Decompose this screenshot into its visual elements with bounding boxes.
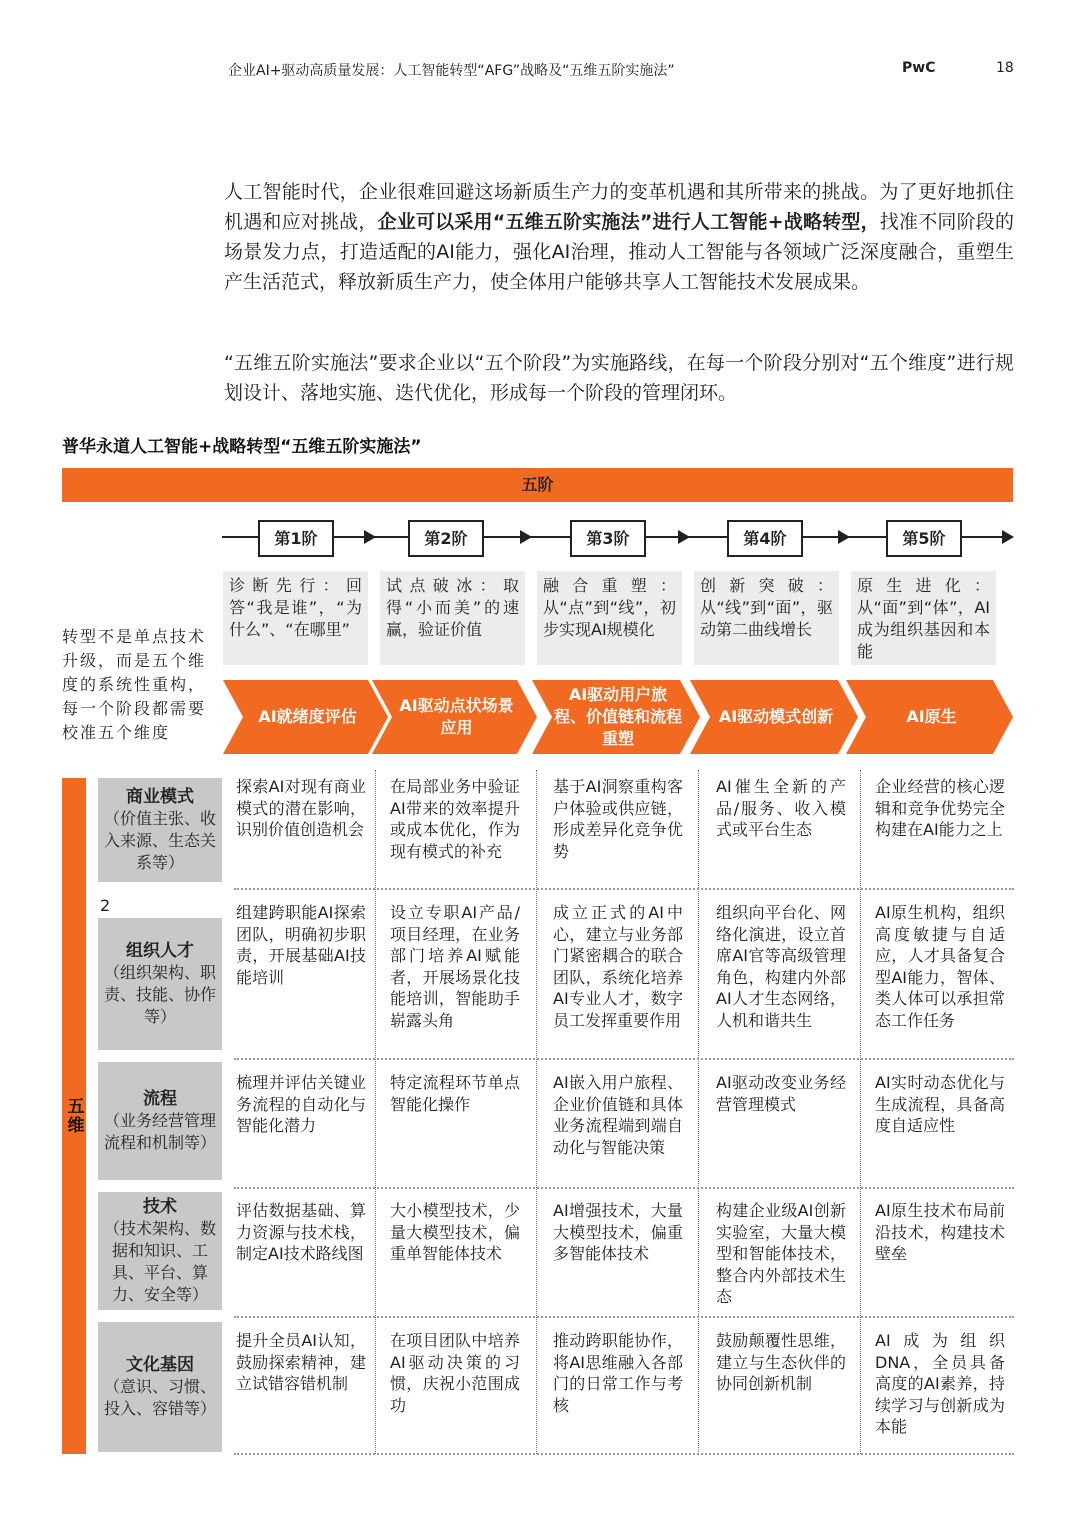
timeline-arrow-icon <box>364 530 376 544</box>
dimension-2-box <box>98 918 222 1050</box>
cell-1-5: 企业经营的核心逻辑和竞争优势完全构建在AI能力之上 <box>875 777 1005 839</box>
cell-3-5: AI实时动态优化与生成流程，具备高度自适应性 <box>875 1073 1005 1135</box>
row-divider <box>234 1187 1014 1189</box>
stage-2-box: 第2阶 <box>408 520 484 557</box>
timeline-arrow-icon <box>678 530 690 544</box>
intro-paragraph-1 <box>224 177 1014 297</box>
stage-1-description: 诊断先行：回答“我是谁”，“为什么”、“在哪里” <box>223 571 368 665</box>
row-divider <box>234 1058 1014 1060</box>
cell-5-1: 提升全员AI认知，鼓励探索精神，建立试错容错机制 <box>236 1331 366 1393</box>
brand-logo-text: PwC <box>902 60 936 76</box>
grid-divider <box>375 770 376 1454</box>
stage-3-theme-label: AI驱动用户旅程、价值链和流程重塑 <box>554 685 683 748</box>
row-divider <box>234 888 1014 890</box>
cell-1-2: 在局部业务中验证AI带来的效率提升或成本优化，作为现有模式的补充 <box>390 777 520 861</box>
cell-3-4: AI驱动改变业务经营管理模式 <box>716 1073 846 1114</box>
grid-divider <box>698 770 699 1454</box>
intro-text-b: 找准不同阶段的场景发力点，打造适配的AI能力，强化AI治理，推动人工智能与各领域广泛深度融合，重塑生产生活范式，释放新质生产力，使全体用户能够共享人工智能技术发展成果。 <box>224 211 1014 293</box>
dimension-3-name: 流程 <box>143 1089 177 1109</box>
stage-3-description: 融合重塑：从“点”到“线”，初步实现AI规模化 <box>537 571 682 665</box>
cell-1-1: 探索AI对现有商业模式的潜在影响，识别价值创造机会 <box>236 777 366 839</box>
stage-3-theme-chevron <box>532 680 700 754</box>
cell-5-3: 推动跨职能协作，将AI思维融入各部门的日常工作与考核 <box>553 1331 683 1415</box>
dimension-1-sub: （价值主张、收入来源、生态关系等） <box>103 809 216 872</box>
timeline-arrow-icon <box>520 530 532 544</box>
stage-4-theme-label: AI驱动模式创新 <box>718 707 834 726</box>
cell-2-1: 组建跨职能AI探索团队，明确初步职责，开展基础AI技能培训 <box>236 903 366 987</box>
five-dimensions-bar: 五维 <box>62 778 86 1454</box>
left-note: 转型不是单点技术升级，而是五个维度的系统性重构，每一个阶段都需要校准五个维度 <box>62 627 207 742</box>
dimension-5-box <box>98 1322 222 1452</box>
cell-4-4: 构建企业级AI创新实验室，大量大模型和智能体技术，整合内外部技术生态 <box>716 1201 846 1306</box>
cell-3-3: AI嵌入用户旅程、企业价值链和具体业务流程端到端自动化与智能决策 <box>553 1073 683 1157</box>
cell-3-2: 特定流程环节单点智能化操作 <box>390 1073 520 1114</box>
grid-divider <box>536 770 537 1454</box>
header-title: 企业AI+驱动高质量发展：人工智能转型“AFG”战略及“五维五阶实施法” <box>228 63 675 79</box>
cell-3-1: 梳理并评估关键业务流程的自动化与智能化潜力 <box>236 1073 366 1135</box>
stage-1-box: 第1阶 <box>258 520 334 557</box>
cell-2-4: 组织向平台化、网络化演进，设立首席AI官等高级管理角色，构建内外部AI人才生态网络，人机和谐共生 <box>716 903 846 1030</box>
cell-4-2: 大小模型技术，少量大模型技术，偏重单智能体技术 <box>390 1201 520 1263</box>
cell-2-5: AI原生机构，组织高度敏捷与自适应，人才具备复合型AI能力，智体、类人体可以承担常态工作任务 <box>875 903 1005 1030</box>
cell-4-5: AI原生技术布局前沿技术，构建技术壁垒 <box>875 1201 1005 1263</box>
stage-5-theme-label: AI原生 <box>906 707 957 726</box>
dimension-2-sub: （组织架构、职责、技能、协作等） <box>103 963 216 1026</box>
grid-divider <box>860 770 861 1454</box>
cell-4-1: 评估数据基础、算力资源与技术栈，制定AI技术路线图 <box>236 1201 366 1263</box>
dimension-5-name: 文化基因 <box>126 1355 194 1375</box>
stage-2-description: 试点破冰：取得“小而美”的速赢，验证价值 <box>380 571 525 665</box>
stage-4-description: 创新突破：从“线”到“面”，驱动第二曲线增长 <box>694 571 839 665</box>
cell-4-3: AI增强技术，大量大模型技术，偏重多智能体技术 <box>553 1201 683 1263</box>
row-divider <box>234 1316 1014 1318</box>
dimension-3-sub: （业务经营管理流程和机制等） <box>103 1111 216 1152</box>
stage-1-theme-label: AI就绪度评估 <box>258 707 357 726</box>
intro-text-a: 人工智能时代，企业很难回避这场新质生产力的变革机遇和其所带来的挑战。为了更好地抓住机遇和应对挑战， <box>224 181 1014 233</box>
cell-1-3: 基于AI洞察重构客户体验或供应链，形成差异化竞争优势 <box>553 777 683 861</box>
stage-5-theme-chevron <box>846 680 1013 754</box>
dimension-2-name: 组织人才 <box>126 941 194 961</box>
dimension-1-name: 商业模式 <box>126 787 194 807</box>
stage-2-theme-chevron <box>372 680 537 754</box>
stage-4-theme-chevron <box>690 680 858 754</box>
dimension-1-box <box>98 778 222 882</box>
stage-1-theme-chevron <box>223 680 388 754</box>
figure-title: 普华永道人工智能+战略转型“五维五阶实施法” <box>62 437 422 457</box>
cell-2-2: 设立专职AI产品/项目经理，在业务部门培养AI赋能者，开展场景化技能培训，智能助手崭露头角 <box>390 903 520 1030</box>
intro-paragraph-2: “五维五阶实施法”要求企业以“五个阶段”为实施路线，在每一个阶段分别对“五个维度”进行规划设计、落地实施、迭代优化，形成每一个阶段的管理闭环。 <box>224 352 1014 404</box>
timeline-arrow-icon <box>1002 530 1014 544</box>
page-number: 18 <box>996 60 1014 76</box>
cell-5-5: AI成为组织DNA，全员具备高度的AI素养，持续学习与创新成为本能 <box>875 1331 1005 1436</box>
cell-1-4: AI催生全新的产品/服务、收入模式或平台生态 <box>716 777 846 839</box>
stage-3-box: 第3阶 <box>570 520 646 557</box>
dimension-5-sub: （意识、习惯、投入、容错等） <box>103 1377 216 1418</box>
dimension-3-box <box>98 1062 222 1180</box>
stage-5-box: 第5阶 <box>886 520 962 557</box>
dimension-4-sub: （技术架构、数据和知识、工具、平台、算力、安全等） <box>103 1219 216 1304</box>
cell-5-4: 鼓励颠覆性思维，建立与生态伙伴的协同创新机制 <box>716 1331 846 1393</box>
cell-5-2: 在项目团队中培养AI驱动决策的习惯，庆祝小范围成功 <box>390 1331 520 1415</box>
dimension-4-name: 技术 <box>143 1197 177 1217</box>
timeline-arrow-icon <box>838 530 850 544</box>
dimension-4-box <box>98 1192 222 1310</box>
intro-text-bold: 企业可以采用“五维五阶实施法”进行人工智能+战略转型， <box>377 211 880 233</box>
dimension-2-number: 2 <box>100 896 111 915</box>
five-stages-bar: 五阶 <box>62 468 1013 502</box>
row-divider <box>234 1453 1014 1455</box>
stage-4-box: 第4阶 <box>727 520 803 557</box>
stage-5-description: 原生进化：从“面”到“体”，AI成为组织基因和本能 <box>851 571 996 665</box>
cell-2-3: 成立正式的AI中心，建立与业务部门紧密耦合的联合团队，系统化培养AI专业人才，数字员工发挥重要作用 <box>553 903 683 1030</box>
stage-2-theme-label: AI驱动点状场景应用 <box>399 696 514 737</box>
